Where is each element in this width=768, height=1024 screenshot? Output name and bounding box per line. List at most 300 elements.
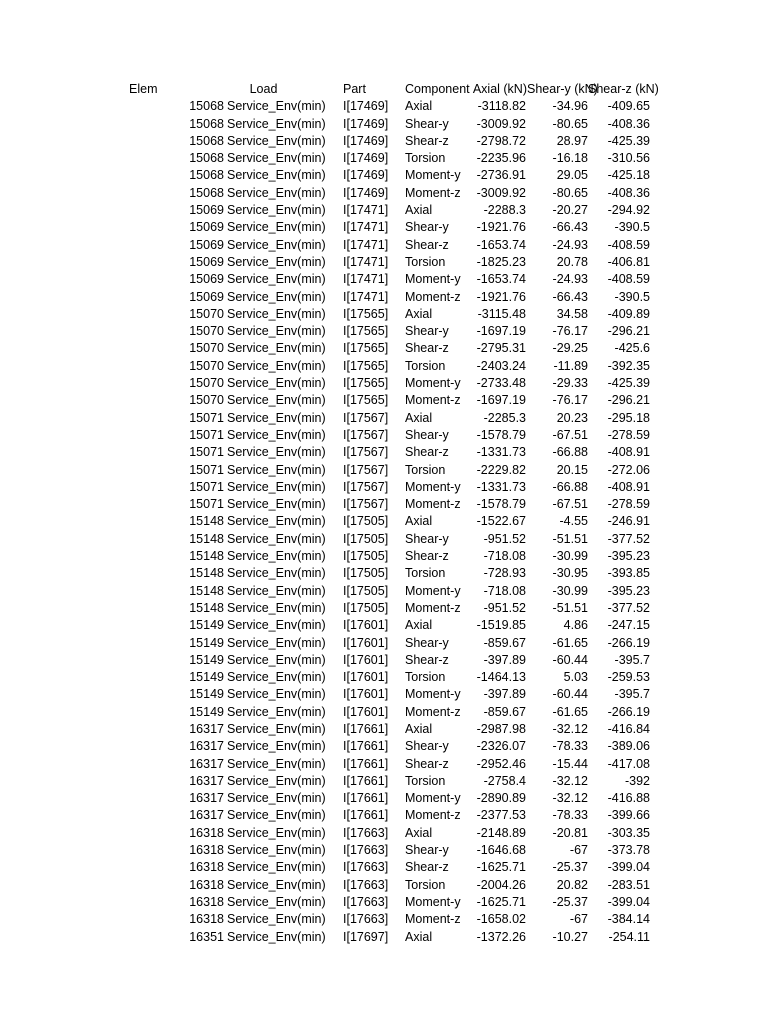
component-cell: Axial: [405, 721, 433, 736]
shear-z-cell: -395.7: [614, 652, 650, 667]
load-cell: Service_Env(min): [227, 860, 326, 875]
axial-cell: -718.08: [483, 549, 526, 564]
elem-cell: 16317: [189, 739, 224, 754]
shear-z-cell: -295.18: [607, 410, 650, 425]
shear-z-cell: -377.52: [607, 600, 650, 615]
component-cell: Axial: [405, 514, 433, 529]
load-cell: Service_Env(min): [227, 583, 326, 598]
shear-z-cell: -425.39: [607, 376, 650, 391]
shear-y-cell: 28.97: [556, 133, 588, 148]
shear-z-cell: -266.19: [607, 635, 650, 650]
part-cell: I[17663]: [343, 877, 389, 892]
axial-cell: -1372.26: [476, 929, 526, 944]
part-cell: I[17471]: [343, 237, 389, 252]
part-cell: I[17505]: [343, 566, 389, 581]
axial-cell: -2377.53: [476, 808, 526, 823]
component-cell: Shear-z: [405, 652, 449, 667]
axial-cell: -1522.67: [476, 514, 526, 529]
part-cell: I[17663]: [343, 843, 389, 858]
elem-cell: 15071: [189, 445, 224, 460]
axial-cell: -2795.31: [476, 341, 526, 356]
component-cell: Moment-y: [405, 168, 461, 183]
part-cell: I[17565]: [343, 376, 389, 391]
load-cell: Service_Env(min): [227, 566, 326, 581]
part-cell: I[17505]: [343, 549, 389, 564]
part-cell: I[17505]: [343, 583, 389, 598]
part-cell: I[17471]: [343, 272, 389, 287]
load-cell: Service_Env(min): [227, 116, 326, 131]
shear-y-cell: -66.88: [552, 445, 588, 460]
part-cell: I[17505]: [343, 531, 389, 546]
shear-y-cell: -60.44: [552, 687, 588, 702]
component-cell: Axial: [405, 306, 433, 321]
elem-cell: 16318: [189, 825, 224, 840]
shear-z-cell: -425.18: [607, 168, 650, 183]
shear-z-cell: -259.53: [607, 670, 650, 685]
shear-y-cell: -66.88: [552, 479, 588, 494]
component-cell: Shear-y: [405, 116, 449, 131]
elem-cell: 15071: [189, 427, 224, 442]
shear-z-cell: -377.52: [607, 531, 650, 546]
load-cell: Service_Env(min): [227, 877, 326, 892]
header-component: Component: [405, 82, 470, 96]
axial-cell: -2285.3: [483, 410, 526, 425]
elem-cell: 15148: [189, 566, 224, 581]
header-shear-z: Shear-z (kN): [588, 82, 659, 96]
shear-z-cell: -390.5: [614, 289, 650, 304]
axial-cell: -2004.26: [476, 877, 526, 892]
load-cell: Service_Env(min): [227, 687, 326, 702]
shear-y-cell: -24.93: [552, 272, 588, 287]
component-cell: Axial: [405, 929, 433, 944]
axial-cell: -859.67: [483, 704, 526, 719]
shear-y-cell: -80.65: [552, 116, 588, 131]
shear-z-cell: -390.5: [614, 220, 650, 235]
axial-cell: -1658.02: [476, 912, 526, 927]
header-load: Load: [249, 82, 278, 96]
shear-z-cell: -408.91: [607, 479, 650, 494]
axial-cell: -1625.71: [476, 860, 526, 875]
load-cell: Service_Env(min): [227, 185, 326, 200]
elem-cell: 15149: [189, 652, 224, 667]
component-cell: Torsion: [405, 151, 446, 166]
load-cell: Service_Env(min): [227, 306, 326, 321]
component-cell: Moment-y: [405, 583, 461, 598]
axial-cell: -1578.79: [476, 497, 526, 512]
axial-cell: -1331.73: [476, 479, 526, 494]
elem-cell: 16317: [189, 756, 224, 771]
axial-cell: -859.67: [483, 635, 526, 650]
load-cell: Service_Env(min): [227, 237, 326, 252]
component-cell: Moment-y: [405, 479, 461, 494]
component-cell: Axial: [405, 410, 433, 425]
elem-cell: 15070: [189, 306, 224, 321]
axial-cell: -2952.46: [476, 756, 526, 771]
axial-cell: -3009.92: [476, 116, 526, 131]
shear-y-cell: 4.86: [563, 618, 588, 633]
axial-cell: -397.89: [483, 652, 526, 667]
shear-y-cell: -16.18: [552, 151, 588, 166]
elem-cell: 15149: [189, 670, 224, 685]
shear-z-cell: -406.81: [607, 254, 650, 269]
component-cell: Shear-z: [405, 756, 449, 771]
component-cell: Moment-z: [405, 704, 461, 719]
elem-cell: 15069: [189, 272, 224, 287]
load-cell: Service_Env(min): [227, 410, 326, 425]
shear-y-cell: -61.65: [552, 635, 588, 650]
shear-y-cell: -76.17: [552, 393, 588, 408]
axial-cell: -728.93: [483, 566, 526, 581]
part-cell: I[17469]: [343, 185, 389, 200]
part-cell: I[17601]: [343, 687, 389, 702]
shear-z-cell: -246.91: [607, 514, 650, 529]
shear-y-cell: -25.37: [552, 860, 588, 875]
elem-cell: 15070: [189, 393, 224, 408]
shear-y-cell: -32.12: [552, 773, 588, 788]
part-cell: I[17663]: [343, 912, 389, 927]
component-cell: Moment-z: [405, 600, 461, 615]
load-cell: Service_Env(min): [227, 203, 326, 218]
shear-z-cell: -393.85: [607, 566, 650, 581]
part-cell: I[17469]: [343, 116, 389, 131]
elem-cell: 15068: [189, 185, 224, 200]
shear-y-cell: -30.99: [552, 549, 588, 564]
load-cell: Service_Env(min): [227, 929, 326, 944]
component-cell: Shear-z: [405, 445, 449, 460]
shear-y-cell: -11.89: [553, 358, 588, 373]
load-cell: Service_Env(min): [227, 497, 326, 512]
shear-y-cell: -20.81: [552, 825, 588, 840]
elem-cell: 15070: [189, 376, 224, 391]
elem-cell: 15069: [189, 289, 224, 304]
header-shear-y: Shear-y (kN): [527, 82, 598, 96]
load-cell: Service_Env(min): [227, 324, 326, 339]
part-cell: I[17567]: [343, 479, 389, 494]
load-cell: Service_Env(min): [227, 652, 326, 667]
shear-y-cell: -24.93: [552, 237, 588, 252]
elem-cell: 15149: [189, 635, 224, 650]
part-cell: I[17567]: [343, 427, 389, 442]
shear-z-cell: -416.88: [607, 791, 650, 806]
component-cell: Shear-y: [405, 635, 449, 650]
shear-z-cell: -408.59: [607, 272, 650, 287]
elem-cell: 16317: [189, 721, 224, 736]
elem-cell: 15070: [189, 341, 224, 356]
component-cell: Axial: [405, 203, 433, 218]
component-cell: Moment-y: [405, 791, 461, 806]
elem-cell: 15071: [189, 479, 224, 494]
load-cell: Service_Env(min): [227, 445, 326, 460]
elem-cell: 15068: [189, 133, 224, 148]
component-cell: Shear-y: [405, 427, 449, 442]
axial-cell: -2733.48: [476, 376, 526, 391]
shear-y-cell: -29.33: [552, 376, 588, 391]
shear-z-cell: -310.56: [607, 151, 650, 166]
axial-cell: -718.08: [483, 583, 526, 598]
shear-y-cell: -51.51: [552, 600, 588, 615]
shear-y-cell: -60.44: [552, 652, 588, 667]
component-cell: Shear-y: [405, 324, 449, 339]
shear-z-cell: -389.06: [607, 739, 650, 754]
part-cell: I[17471]: [343, 203, 389, 218]
shear-y-cell: 20.23: [556, 410, 588, 425]
component-cell: Shear-y: [405, 220, 449, 235]
part-cell: I[17469]: [343, 99, 389, 114]
header-part: Part: [343, 82, 366, 96]
load-cell: Service_Env(min): [227, 289, 326, 304]
axial-cell: -2987.98: [476, 721, 526, 736]
shear-z-cell: -278.59: [607, 427, 650, 442]
elem-cell: 15071: [189, 497, 224, 512]
axial-cell: -1625.71: [476, 894, 526, 909]
elem-cell: 15148: [189, 531, 224, 546]
component-cell: Moment-y: [405, 376, 461, 391]
shear-z-cell: -399.04: [607, 894, 650, 909]
shear-y-cell: -29.25: [552, 341, 588, 356]
shear-y-cell: -67: [569, 912, 588, 927]
shear-y-cell: -78.33: [552, 739, 588, 754]
axial-cell: -2798.72: [476, 133, 526, 148]
shear-z-cell: -392.35: [607, 358, 650, 373]
elem-cell: 15148: [189, 549, 224, 564]
component-cell: Moment-y: [405, 272, 461, 287]
axial-cell: -1653.74: [476, 237, 526, 252]
shear-y-cell: -10.27: [552, 929, 588, 944]
elem-cell: 16318: [189, 912, 224, 927]
shear-y-cell: 20.78: [556, 254, 588, 269]
load-cell: Service_Env(min): [227, 808, 326, 823]
axial-cell: -1519.85: [476, 618, 526, 633]
load-cell: Service_Env(min): [227, 341, 326, 356]
header-axial: Axial (kN): [472, 82, 527, 96]
component-cell: Shear-y: [405, 739, 449, 754]
shear-z-cell: -395.23: [607, 549, 650, 564]
part-cell: I[17469]: [343, 151, 389, 166]
shear-z-cell: -395.23: [607, 583, 650, 598]
load-cell: Service_Env(min): [227, 358, 326, 373]
axial-cell: -1697.19: [476, 393, 526, 408]
shear-y-cell: -67.51: [552, 427, 588, 442]
shear-y-cell: 29.05: [556, 168, 588, 183]
shear-y-cell: -34.96: [552, 99, 588, 114]
elem-cell: 16351: [189, 929, 224, 944]
shear-z-cell: -408.91: [607, 445, 650, 460]
part-cell: I[17661]: [343, 791, 389, 806]
shear-z-cell: -408.36: [607, 116, 650, 131]
shear-z-cell: -399.66: [607, 808, 650, 823]
shear-z-cell: -283.51: [607, 877, 650, 892]
axial-cell: -2758.4: [483, 773, 526, 788]
elem-cell: 16317: [189, 808, 224, 823]
axial-cell: -2235.96: [476, 151, 526, 166]
axial-cell: -2736.91: [476, 168, 526, 183]
load-cell: Service_Env(min): [227, 220, 326, 235]
axial-cell: -2288.3: [483, 203, 526, 218]
component-cell: Moment-y: [405, 894, 461, 909]
part-cell: I[17661]: [343, 773, 389, 788]
shear-z-cell: -266.19: [607, 704, 650, 719]
shear-y-cell: 20.15: [556, 462, 588, 477]
part-cell: I[17565]: [343, 324, 389, 339]
load-cell: Service_Env(min): [227, 704, 326, 719]
component-cell: Axial: [405, 99, 433, 114]
component-cell: Moment-z: [405, 393, 461, 408]
shear-y-cell: -78.33: [552, 808, 588, 823]
component-cell: Axial: [405, 618, 433, 633]
shear-z-cell: -417.08: [607, 756, 650, 771]
shear-y-cell: -32.12: [552, 721, 588, 736]
part-cell: I[17565]: [343, 341, 389, 356]
shear-z-cell: -425.39: [607, 133, 650, 148]
component-cell: Shear-y: [405, 531, 449, 546]
elem-cell: 15070: [189, 324, 224, 339]
part-cell: I[17567]: [343, 445, 389, 460]
part-cell: I[17565]: [343, 306, 389, 321]
load-cell: Service_Env(min): [227, 773, 326, 788]
part-cell: I[17601]: [343, 704, 389, 719]
elem-cell: 15068: [189, 99, 224, 114]
axial-cell: -2148.89: [476, 825, 526, 840]
elem-cell: 15148: [189, 583, 224, 598]
load-cell: Service_Env(min): [227, 514, 326, 529]
axial-cell: -1646.68: [476, 843, 526, 858]
part-cell: I[17469]: [343, 133, 389, 148]
component-cell: Torsion: [405, 670, 446, 685]
elem-cell: 15069: [189, 203, 224, 218]
load-cell: Service_Env(min): [227, 151, 326, 166]
part-cell: I[17661]: [343, 721, 389, 736]
axial-cell: -3009.92: [476, 185, 526, 200]
elem-cell: 15069: [189, 220, 224, 235]
shear-y-cell: -32.12: [552, 791, 588, 806]
component-cell: Moment-y: [405, 687, 461, 702]
elem-cell: 16318: [189, 894, 224, 909]
shear-y-cell: -4.55: [559, 514, 588, 529]
shear-z-cell: -399.04: [607, 860, 650, 875]
part-cell: I[17601]: [343, 618, 389, 633]
load-cell: Service_Env(min): [227, 670, 326, 685]
load-cell: Service_Env(min): [227, 99, 326, 114]
axial-cell: -2890.89: [476, 791, 526, 806]
shear-y-cell: -25.37: [552, 894, 588, 909]
part-cell: I[17565]: [343, 358, 389, 373]
elem-cell: 15068: [189, 116, 224, 131]
axial-cell: -1578.79: [476, 427, 526, 442]
shear-y-cell: -30.95: [552, 566, 588, 581]
shear-y-cell: -20.27: [552, 203, 588, 218]
component-cell: Torsion: [405, 254, 446, 269]
shear-z-cell: -278.59: [607, 497, 650, 512]
component-cell: Shear-y: [405, 843, 449, 858]
elem-cell: 16318: [189, 860, 224, 875]
elem-cell: 16317: [189, 773, 224, 788]
axial-cell: -1825.23: [476, 254, 526, 269]
part-cell: I[17663]: [343, 860, 389, 875]
shear-y-cell: -61.65: [552, 704, 588, 719]
shear-y-cell: -15.44: [552, 756, 588, 771]
part-cell: I[17661]: [343, 808, 389, 823]
shear-y-cell: 20.82: [556, 877, 588, 892]
shear-y-cell: -51.51: [552, 531, 588, 546]
load-cell: Service_Env(min): [227, 739, 326, 754]
component-cell: Torsion: [405, 877, 446, 892]
elem-cell: 15069: [189, 237, 224, 252]
elem-cell: 15071: [189, 462, 224, 477]
part-cell: I[17661]: [343, 756, 389, 771]
elem-cell: 15149: [189, 687, 224, 702]
component-cell: Moment-z: [405, 497, 461, 512]
component-cell: Torsion: [405, 566, 446, 581]
load-cell: Service_Env(min): [227, 549, 326, 564]
elem-cell: 15149: [189, 618, 224, 633]
elem-cell: 15068: [189, 151, 224, 166]
shear-z-cell: -425.6: [614, 341, 650, 356]
load-cell: Service_Env(min): [227, 376, 326, 391]
part-cell: I[17663]: [343, 894, 389, 909]
component-cell: Shear-z: [405, 341, 449, 356]
elem-cell: 16317: [189, 791, 224, 806]
part-cell: I[17567]: [343, 410, 389, 425]
elem-cell: 15149: [189, 704, 224, 719]
shear-y-cell: -66.43: [552, 220, 588, 235]
load-cell: Service_Env(min): [227, 635, 326, 650]
shear-y-cell: -67.51: [552, 497, 588, 512]
part-cell: I[17471]: [343, 220, 389, 235]
shear-z-cell: -409.65: [607, 99, 650, 114]
component-cell: Shear-z: [405, 237, 449, 252]
part-cell: I[17661]: [343, 739, 389, 754]
load-cell: Service_Env(min): [227, 791, 326, 806]
shear-z-cell: -392: [624, 773, 650, 788]
shear-y-cell: -76.17: [552, 324, 588, 339]
load-cell: Service_Env(min): [227, 254, 326, 269]
axial-cell: -1331.73: [476, 445, 526, 460]
load-cell: Service_Env(min): [227, 843, 326, 858]
load-cell: Service_Env(min): [227, 894, 326, 909]
axial-cell: -397.89: [483, 687, 526, 702]
shear-y-cell: -80.65: [552, 185, 588, 200]
component-cell: Shear-z: [405, 133, 449, 148]
part-cell: I[17601]: [343, 635, 389, 650]
shear-z-cell: -294.92: [607, 203, 650, 218]
load-cell: Service_Env(min): [227, 479, 326, 494]
axial-cell: -1653.74: [476, 272, 526, 287]
axial-cell: -1697.19: [476, 324, 526, 339]
component-cell: Axial: [405, 825, 433, 840]
shear-z-cell: -272.06: [607, 462, 650, 477]
component-cell: Shear-z: [405, 860, 449, 875]
axial-cell: -2229.82: [476, 462, 526, 477]
shear-z-cell: -408.59: [607, 237, 650, 252]
shear-z-cell: -247.15: [607, 618, 650, 633]
part-cell: I[17567]: [343, 462, 389, 477]
axial-cell: -951.52: [483, 531, 526, 546]
axial-cell: -1921.76: [476, 289, 526, 304]
load-cell: Service_Env(min): [227, 531, 326, 546]
component-cell: Moment-z: [405, 808, 461, 823]
component-cell: Shear-z: [405, 549, 449, 564]
component-cell: Torsion: [405, 773, 446, 788]
part-cell: I[17601]: [343, 652, 389, 667]
load-cell: Service_Env(min): [227, 825, 326, 840]
axial-cell: -1921.76: [476, 220, 526, 235]
shear-z-cell: -303.35: [607, 825, 650, 840]
part-cell: I[17505]: [343, 514, 389, 529]
shear-y-cell: 34.58: [556, 306, 588, 321]
part-cell: I[17565]: [343, 393, 389, 408]
load-cell: Service_Env(min): [227, 462, 326, 477]
shear-z-cell: -373.78: [607, 843, 650, 858]
